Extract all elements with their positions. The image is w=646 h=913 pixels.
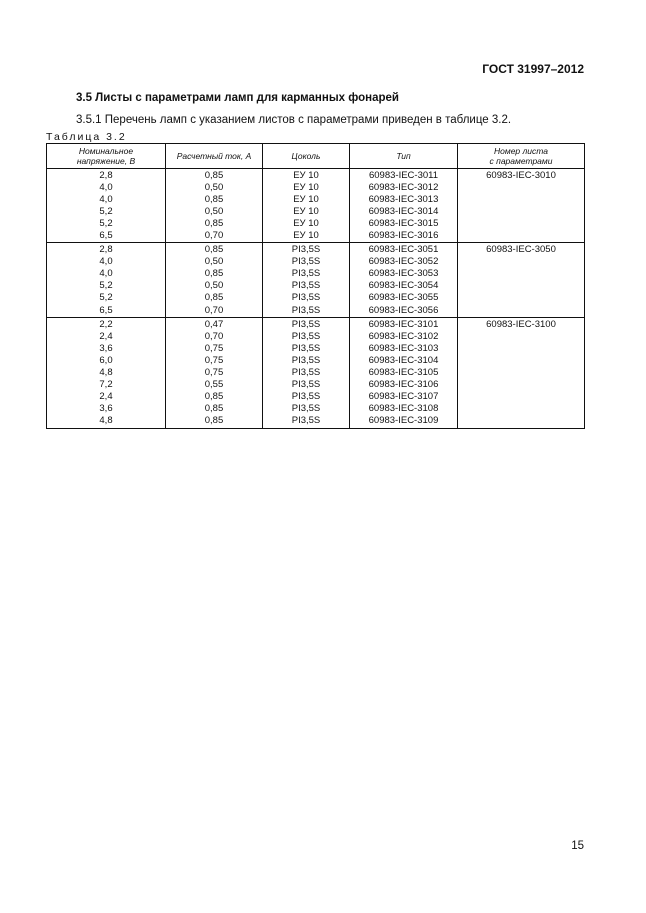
current-cell: 0,70 [166, 331, 263, 343]
sheet-cell [458, 268, 585, 280]
current-cell: 0,50 [166, 206, 263, 218]
base-cell: PI3,5S [263, 343, 350, 355]
current-cell: 0,85 [166, 243, 263, 257]
sheet-cell: 60983-IEC-3100 [458, 317, 585, 331]
current-cell: 0,85 [166, 415, 263, 429]
section-heading: 3.5 Листы с параметрами ламп для карманных фонарей [76, 92, 399, 104]
type-cell: 60983-IEC-3104 [350, 355, 458, 367]
table-header [47, 144, 585, 169]
header-current: Расчетный ток, А [166, 144, 263, 169]
header-voltage [47, 144, 166, 169]
sheet-cell [458, 218, 585, 230]
sheet-cell [458, 391, 585, 403]
current-cell: 0,85 [166, 194, 263, 206]
table-row [47, 230, 585, 243]
type-cell: 60983-IEC-3011 [350, 169, 458, 183]
table-row [47, 391, 585, 403]
table-row [47, 169, 585, 183]
current-cell: 0,85 [166, 403, 263, 415]
table-body [47, 169, 585, 429]
voltage-cell: 4,8 [47, 367, 166, 379]
sheet-cell [458, 230, 585, 243]
type-cell: 60983-IEC-3055 [350, 292, 458, 304]
voltage-cell: 6,5 [47, 230, 166, 243]
current-cell: 0,85 [166, 292, 263, 304]
page-number: 15 [571, 840, 584, 852]
voltage-cell: 3,6 [47, 343, 166, 355]
table-row [47, 194, 585, 206]
type-cell: 60983-IEC-3054 [350, 280, 458, 292]
sheet-cell [458, 355, 585, 367]
table-caption: Таблица 3.2 [46, 131, 127, 143]
sheet-cell [458, 280, 585, 292]
type-cell: 60983-IEC-3103 [350, 343, 458, 355]
type-cell: 60983-IEC-3053 [350, 268, 458, 280]
sheet-cell [458, 415, 585, 429]
voltage-cell: 4,0 [47, 194, 166, 206]
voltage-cell: 4,8 [47, 415, 166, 429]
type-cell: 60983-IEC-3109 [350, 415, 458, 429]
sheet-cell [458, 206, 585, 218]
voltage-cell: 2,2 [47, 317, 166, 331]
type-cell: 60983-IEC-3051 [350, 243, 458, 257]
current-cell: 0,75 [166, 343, 263, 355]
table-row [47, 182, 585, 194]
current-cell: 0,85 [166, 218, 263, 230]
current-cell: 0,50 [166, 182, 263, 194]
header-type: Тип [350, 144, 458, 169]
header-sheet-line2: с параметрами [489, 156, 553, 166]
base-cell: ЕУ 10 [263, 206, 350, 218]
sheet-cell [458, 331, 585, 343]
table-row [47, 280, 585, 292]
base-cell: ЕУ 10 [263, 169, 350, 183]
table-row [47, 292, 585, 304]
type-cell: 60983-IEC-3108 [350, 403, 458, 415]
voltage-cell: 2,8 [47, 243, 166, 257]
header-voltage-line1: Номинальное [78, 146, 134, 156]
base-cell: ЕУ 10 [263, 230, 350, 243]
base-cell: PI3,5S [263, 305, 350, 318]
header-row [47, 144, 585, 169]
current-cell: 0,85 [166, 391, 263, 403]
lamp-table [46, 143, 585, 429]
base-cell: PI3,5S [263, 415, 350, 429]
current-cell: 0,50 [166, 280, 263, 292]
header-base: Цоколь [263, 144, 350, 169]
voltage-cell: 5,2 [47, 218, 166, 230]
type-cell: 60983-IEC-3016 [350, 230, 458, 243]
current-cell: 0,50 [166, 256, 263, 268]
header-voltage-line2: напряжение, В [76, 156, 136, 166]
current-cell: 0,85 [166, 169, 263, 183]
base-cell: PI3,5S [263, 317, 350, 331]
table-row [47, 317, 585, 331]
current-cell: 0,70 [166, 230, 263, 243]
base-cell: PI3,5S [263, 256, 350, 268]
voltage-cell: 2,4 [47, 391, 166, 403]
voltage-cell: 4,0 [47, 268, 166, 280]
table-row [47, 355, 585, 367]
type-cell: 60983-IEC-3105 [350, 367, 458, 379]
sheet-cell [458, 343, 585, 355]
type-cell: 60983-IEC-3101 [350, 317, 458, 331]
type-cell: 60983-IEC-3012 [350, 182, 458, 194]
base-cell: PI3,5S [263, 243, 350, 257]
header-sheet [458, 144, 585, 169]
voltage-cell: 6,5 [47, 305, 166, 318]
sheet-cell [458, 367, 585, 379]
voltage-cell: 3,6 [47, 403, 166, 415]
base-cell: PI3,5S [263, 379, 350, 391]
sheet-cell [458, 305, 585, 318]
base-cell: ЕУ 10 [263, 194, 350, 206]
table-row [47, 379, 585, 391]
table-row [47, 331, 585, 343]
table-row [47, 268, 585, 280]
section-paragraph: 3.5.1 Перечень ламп с указанием листов с параметрами приведен в таблице 3.2. [76, 114, 512, 126]
base-cell: PI3,5S [263, 331, 350, 343]
sheet-cell [458, 379, 585, 391]
current-cell: 0,47 [166, 317, 263, 331]
current-cell: 0,55 [166, 379, 263, 391]
sheet-cell [458, 194, 585, 206]
type-cell: 60983-IEC-3052 [350, 256, 458, 268]
base-cell: PI3,5S [263, 355, 350, 367]
table-row [47, 343, 585, 355]
voltage-cell: 4,0 [47, 182, 166, 194]
type-cell: 60983-IEC-3056 [350, 305, 458, 318]
table-row [47, 305, 585, 318]
table-row [47, 403, 585, 415]
header-sheet-line1: Номер листа [494, 146, 548, 156]
table-row [47, 243, 585, 257]
voltage-cell: 2,4 [47, 331, 166, 343]
type-cell: 60983-IEC-3107 [350, 391, 458, 403]
type-cell: 60983-IEC-3106 [350, 379, 458, 391]
base-cell: PI3,5S [263, 268, 350, 280]
current-cell: 0,85 [166, 268, 263, 280]
table-row [47, 256, 585, 268]
sheet-cell: 60983-IEC-3010 [458, 169, 585, 183]
base-cell: ЕУ 10 [263, 218, 350, 230]
voltage-cell: 5,2 [47, 206, 166, 218]
base-cell: PI3,5S [263, 391, 350, 403]
table-row [47, 415, 585, 429]
base-cell: PI3,5S [263, 367, 350, 379]
current-cell: 0,75 [166, 355, 263, 367]
type-cell: 60983-IEC-3015 [350, 218, 458, 230]
table-row [47, 206, 585, 218]
table-row [47, 218, 585, 230]
current-cell: 0,75 [166, 367, 263, 379]
voltage-cell: 5,2 [47, 280, 166, 292]
sheet-cell [458, 256, 585, 268]
sheet-cell [458, 292, 585, 304]
voltage-cell: 5,2 [47, 292, 166, 304]
base-cell: PI3,5S [263, 403, 350, 415]
sheet-cell [458, 403, 585, 415]
current-cell: 0,70 [166, 305, 263, 318]
sheet-cell: 60983-IEC-3050 [458, 243, 585, 257]
base-cell: PI3,5S [263, 292, 350, 304]
type-cell: 60983-IEC-3013 [350, 194, 458, 206]
document-code: ГОСТ 31997–2012 [482, 62, 584, 76]
sheet-cell [458, 182, 585, 194]
voltage-cell: 6,0 [47, 355, 166, 367]
type-cell: 60983-IEC-3102 [350, 331, 458, 343]
type-cell: 60983-IEC-3014 [350, 206, 458, 218]
base-cell: PI3,5S [263, 280, 350, 292]
voltage-cell: 7,2 [47, 379, 166, 391]
table-row [47, 367, 585, 379]
base-cell: ЕУ 10 [263, 182, 350, 194]
voltage-cell: 2,8 [47, 169, 166, 183]
voltage-cell: 4,0 [47, 256, 166, 268]
